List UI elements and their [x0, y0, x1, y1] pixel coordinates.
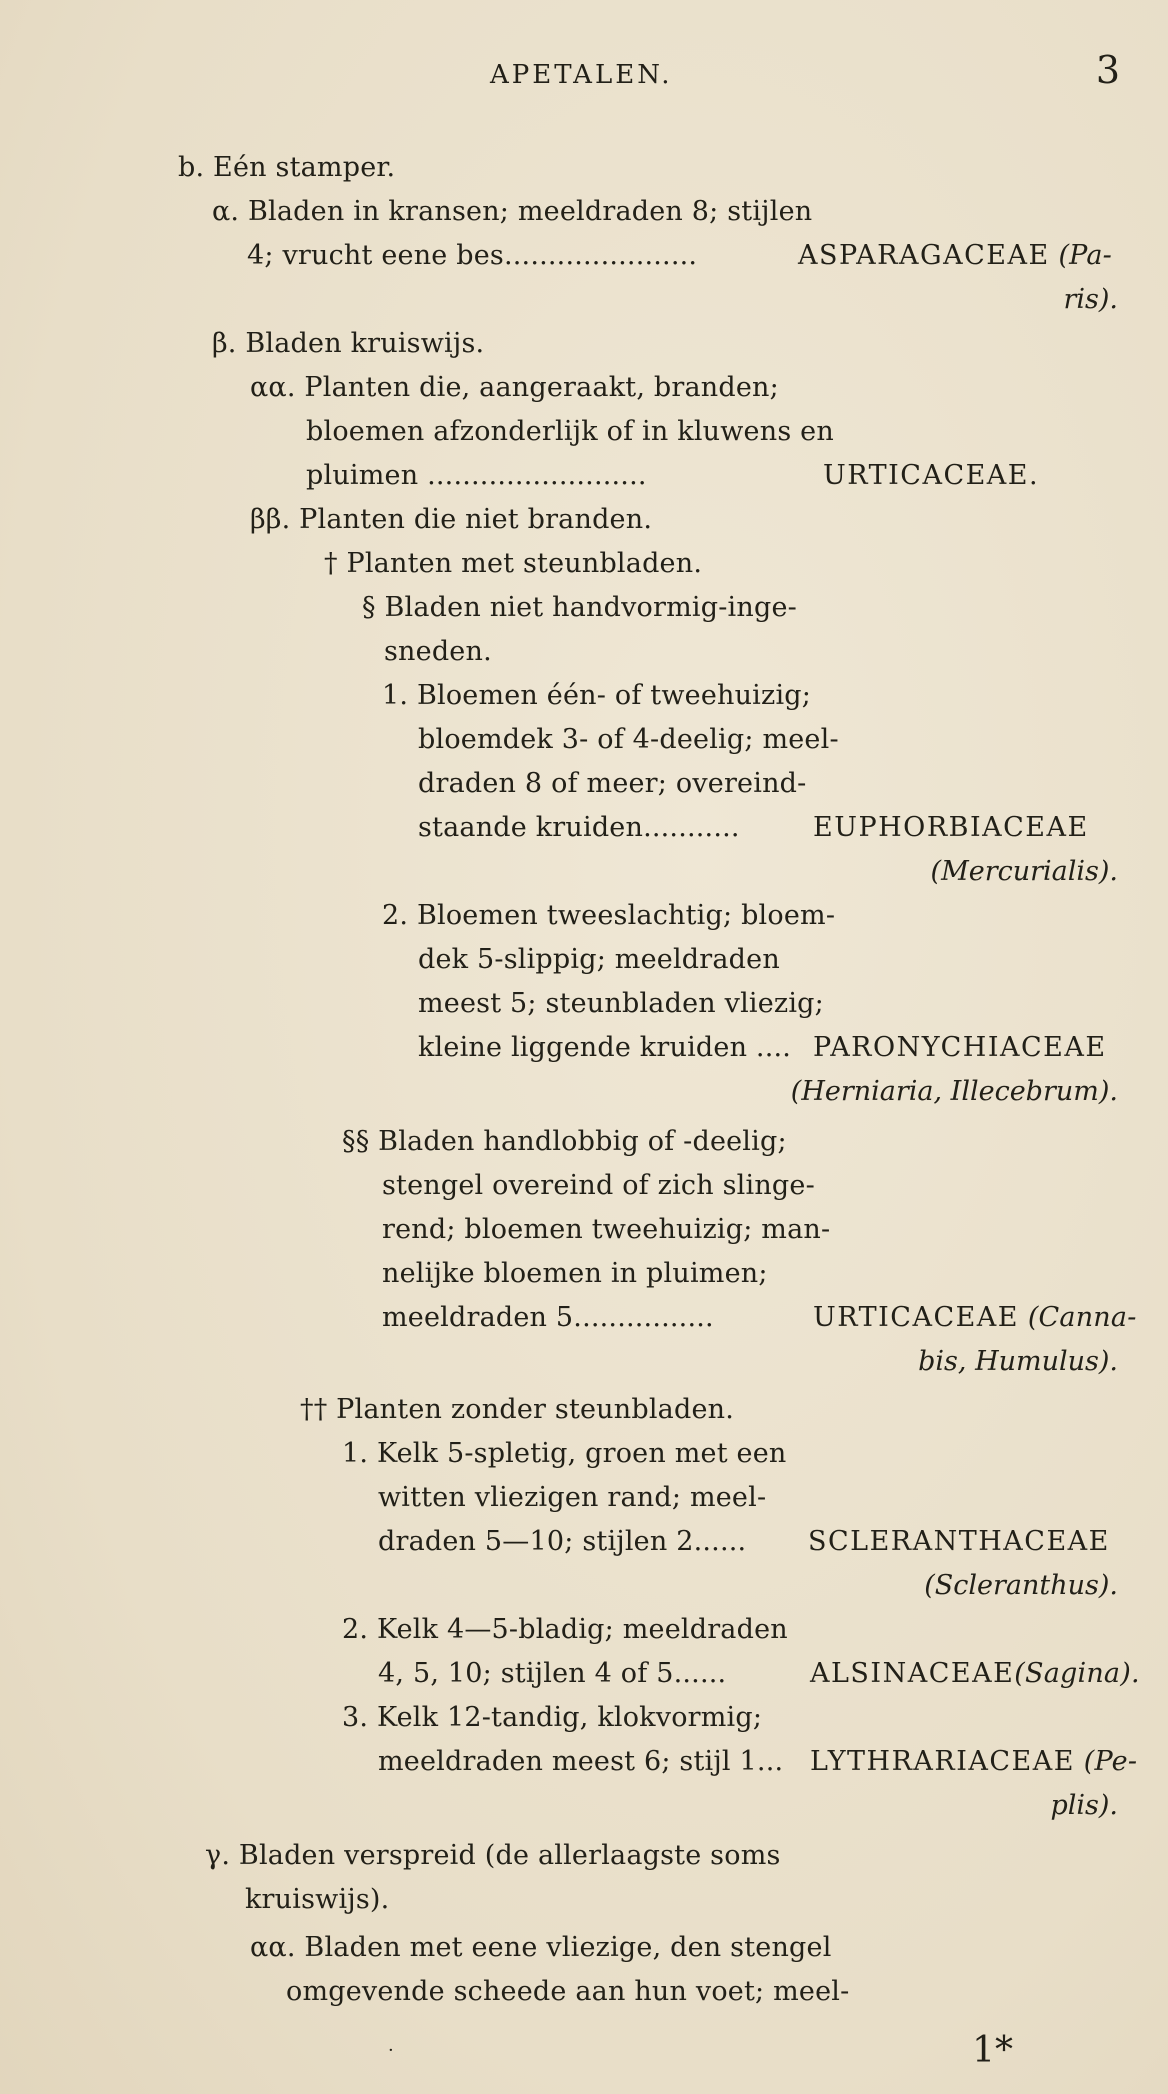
text-line: rend; bloemen tweehuizig; man- [382, 1214, 831, 1245]
text-line: draden 8 of meer; overeind- [418, 768, 807, 799]
text-line: meeldraden 5................ [382, 1302, 714, 1333]
text-line: αα. Planten die, aangeraakt, branden; [250, 372, 779, 403]
family-name: PARONYCHIACEAE [813, 1032, 1107, 1063]
text-line: 2. Kelk 4—5-bladig; meeldraden [342, 1614, 788, 1645]
genus-name: (Mercurialis). [930, 856, 1118, 887]
text-line: stengel overeind of zich slinge- [382, 1170, 815, 1201]
family-name: ASPARAGACEAE (Pa- [798, 240, 1112, 271]
genus-name: plis). [1050, 1790, 1118, 1821]
text-line: †† Planten zonder steunbladen. [300, 1394, 735, 1425]
text-line: 1. Kelk 5-spletig, groen met een [342, 1438, 787, 1469]
text-line: kruiswijs). [245, 1884, 390, 1915]
text-line: 2. Bloemen tweeslachtig; bloem- [382, 900, 836, 931]
text-line: αα. Bladen met eene vliezige, den stengel [250, 1932, 832, 1963]
family-name: LYTHRARIACEAE (Pe- [810, 1746, 1138, 1777]
family-name: URTICACEAE. [823, 460, 1040, 491]
text-line: † Planten met steunbladen. [324, 548, 703, 579]
text-line: sneden. [384, 636, 492, 667]
family-name: SCLERANTHACEAE [808, 1526, 1110, 1557]
print-dot: · [388, 2040, 394, 2061]
text-line: dek 5-slippig; meeldraden [418, 944, 780, 975]
text-line: omgevende scheede aan hun voet; meel- [286, 1976, 850, 2007]
genus-name: ris). [1063, 284, 1118, 315]
signature-mark: 1* [972, 2030, 1013, 2071]
text-line: § Bladen niet handvormig-inge- [362, 592, 797, 623]
text-line: 1. Bloemen één- of tweehuizig; [382, 680, 812, 711]
text-line: witten vliezigen rand; meel- [378, 1482, 767, 1513]
text-line: 4, 5, 10; stijlen 4 of 5...... [378, 1658, 727, 1689]
text-line: meest 5; steunbladen vliezig; [418, 988, 824, 1019]
text-line: b. Eén stamper. [178, 152, 396, 183]
family-name: ALSINACEAE(Sagina). [810, 1658, 1140, 1689]
page-number: 3 [1095, 48, 1120, 92]
genus-name: (Herniaria, Illecebrum). [790, 1076, 1118, 1107]
genus-name: bis, Humulus). [918, 1346, 1118, 1377]
genus-name: (Scleranthus). [924, 1570, 1118, 1601]
text-line: bloemen afzonderlijk of in kluwens en [306, 416, 834, 447]
text-line: 4; vrucht eene bes...................... [247, 240, 698, 271]
text-line: draden 5—10; stijlen 2...... [378, 1526, 747, 1557]
family-name: EUPHORBIACEAE [813, 812, 1089, 843]
family-name: URTICACEAE (Canna- [813, 1302, 1137, 1333]
text-line: bloemdek 3- of 4-deelig; meel- [418, 724, 839, 755]
text-line: §§ Bladen handlobbig of -deelig; [342, 1126, 787, 1157]
text-line: staande kruiden........... [418, 812, 740, 843]
text-line: kleine liggende kruiden .... [418, 1032, 792, 1063]
text-line: nelijke bloemen in pluimen; [382, 1258, 768, 1289]
text-line: meeldraden meest 6; stijl 1... [378, 1746, 784, 1777]
running-header: APETALEN. [490, 60, 673, 90]
text-line: pluimen ......................... [306, 460, 647, 491]
text-line: ββ. Planten die niet branden. [250, 504, 653, 535]
text-line: β. Bladen kruiswijs. [212, 328, 485, 359]
text-line: α. Bladen in kransen; meeldraden 8; stijlen [212, 196, 813, 227]
text-line: γ. Bladen verspreid (de allerlaagste soms [205, 1840, 781, 1871]
text-line: 3. Kelk 12-tandig, klokvormig; [342, 1702, 763, 1733]
